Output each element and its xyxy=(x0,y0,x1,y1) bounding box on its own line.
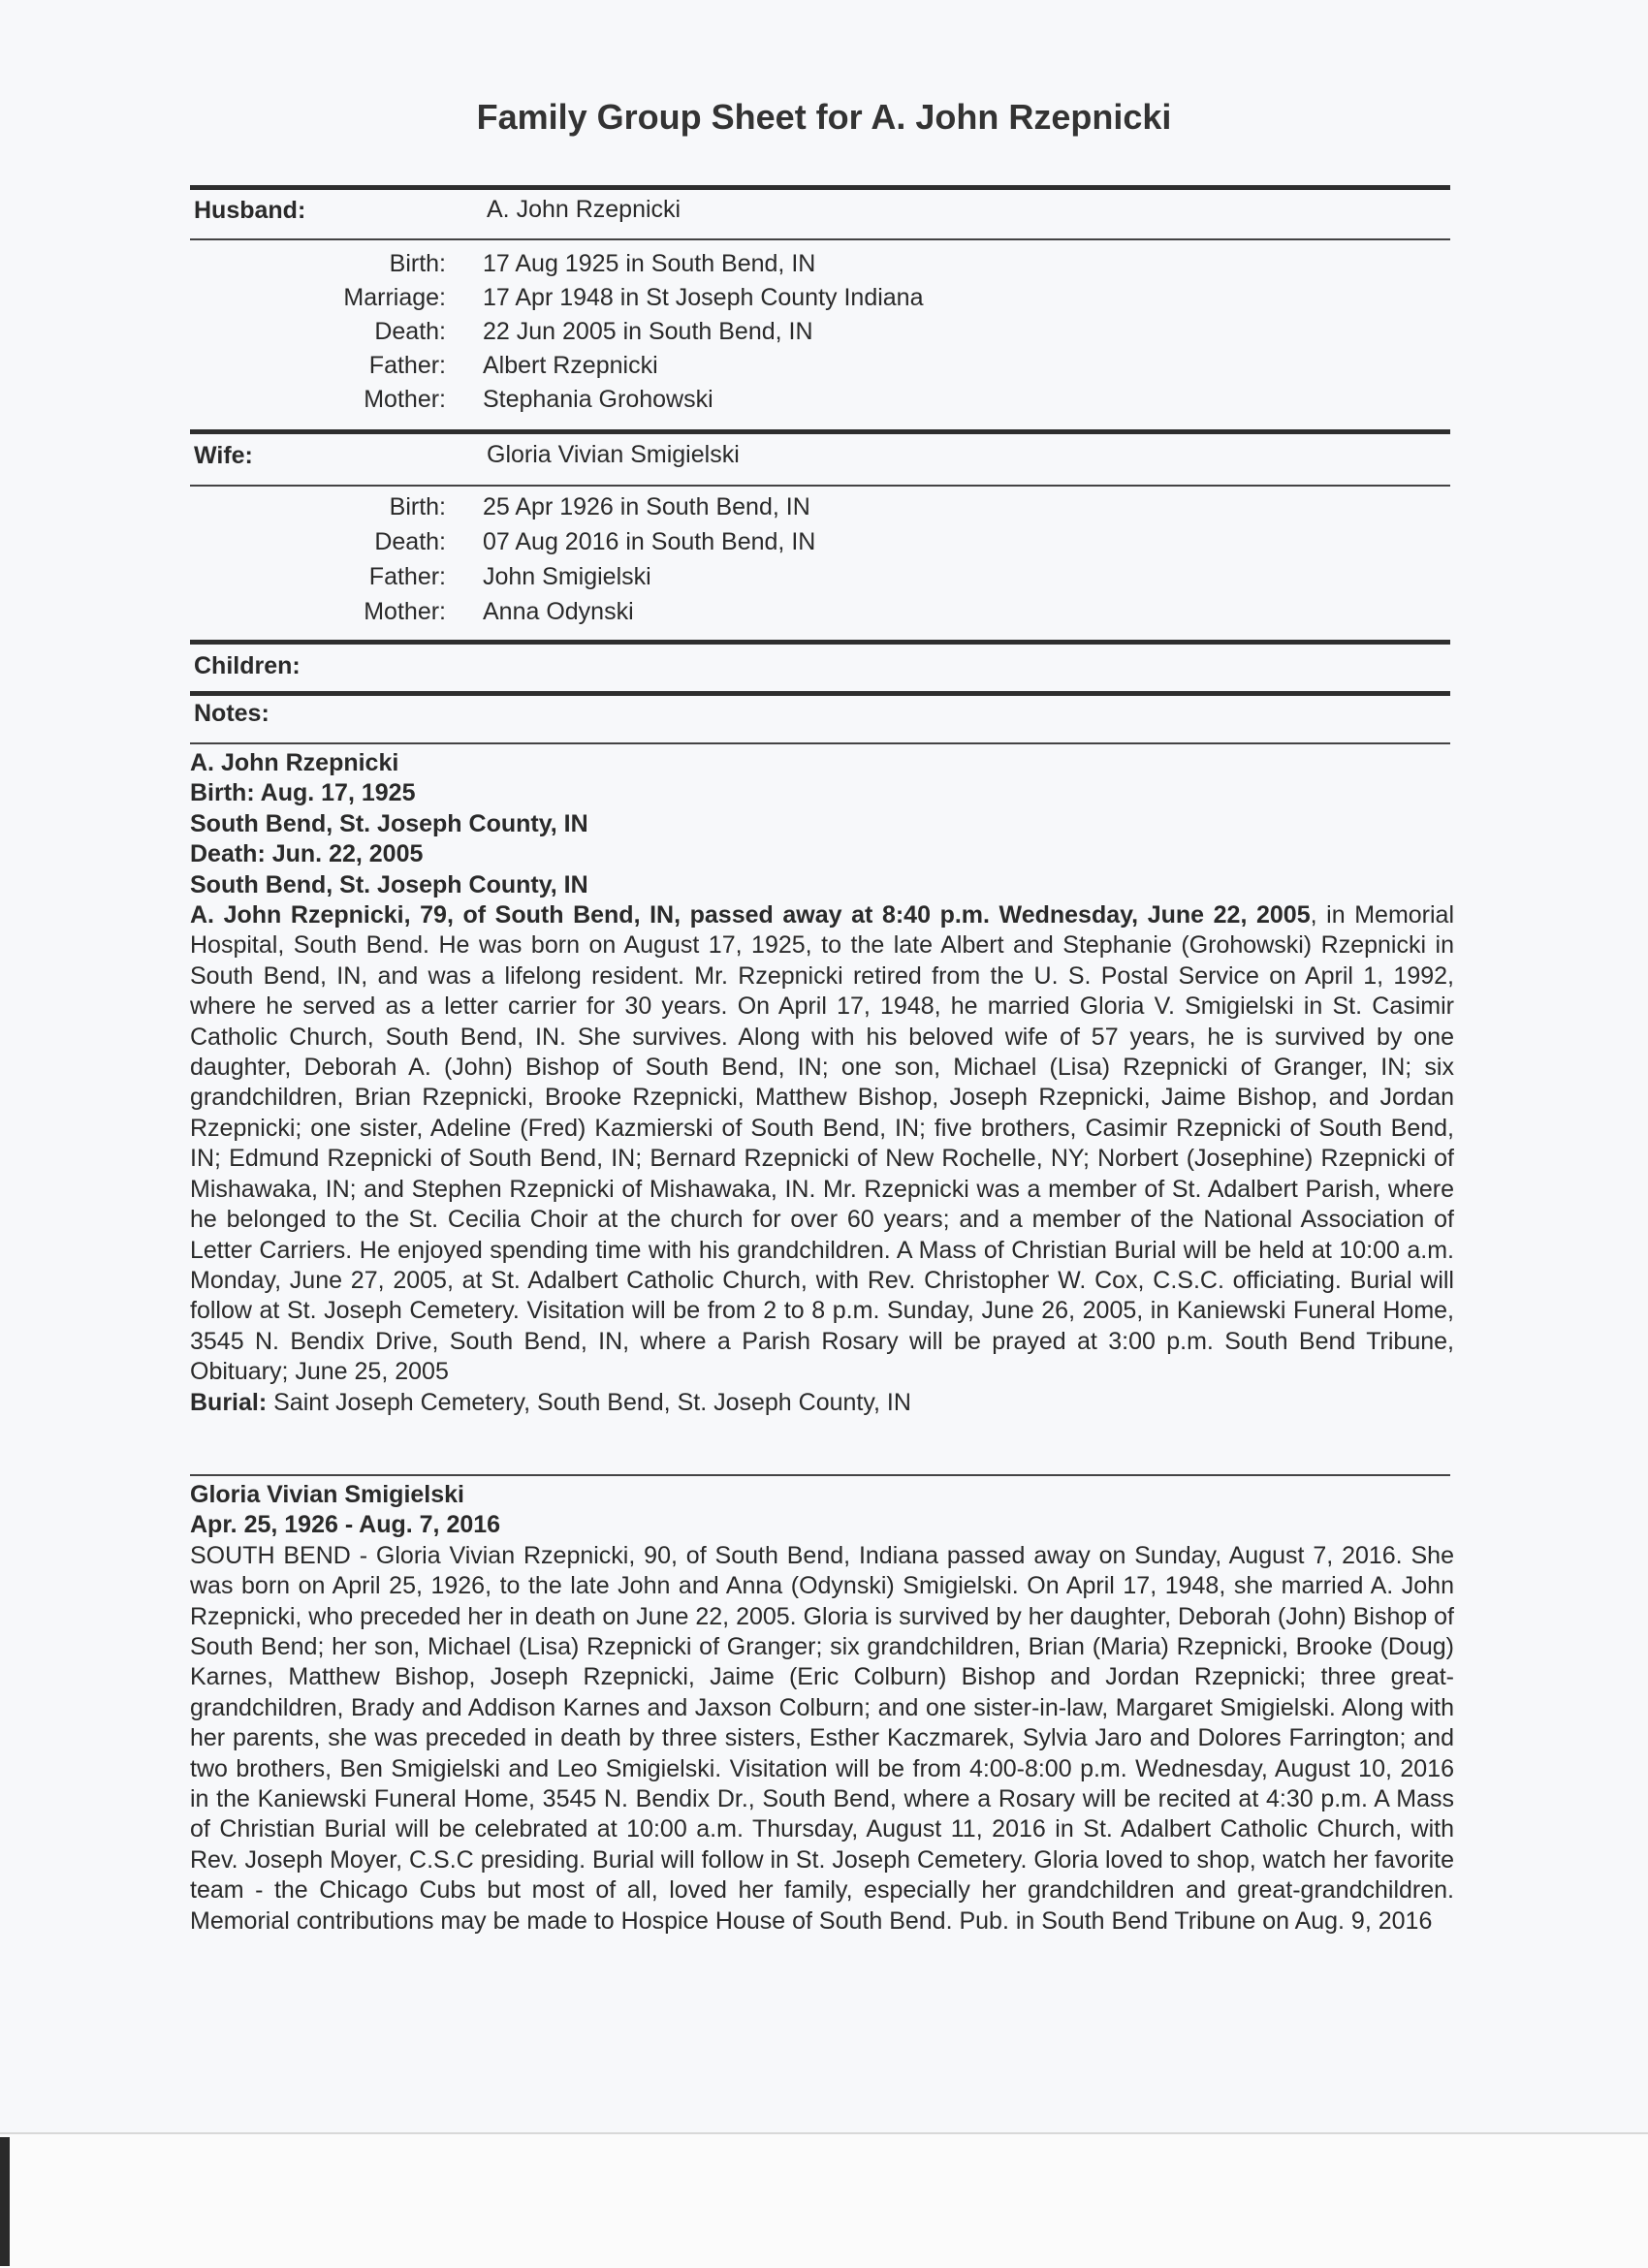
husband-mother-value: Stephania Grohowski xyxy=(483,386,713,413)
husband-marriage-value: 17 Apr 1948 in St Joseph County Indiana xyxy=(483,284,924,311)
husband-father-value: Albert Rzepnicki xyxy=(483,352,658,379)
notes-label: Notes: xyxy=(194,700,269,727)
notes-divider xyxy=(190,1474,1450,1476)
obit-name: A. John Rzepnicki xyxy=(190,749,399,776)
wife-mother-label: Mother: xyxy=(364,598,446,625)
obit-death: Death: Jun. 22, 2005 xyxy=(190,840,424,868)
husband-name: A. John Rzepnicki xyxy=(487,196,681,223)
husband-birth-label: Birth: xyxy=(389,250,446,277)
husband-label: Husband: xyxy=(194,197,306,224)
burial-label: Burial: xyxy=(190,1388,268,1416)
section-subrule xyxy=(190,485,1450,487)
scan-edge-mark xyxy=(0,2137,10,2266)
husband-death-value: 22 Jun 2005 in South Bend, IN xyxy=(483,318,813,345)
wife-birth-label: Birth: xyxy=(389,493,446,520)
husband-birth-value: 17 Aug 1925 in South Bend, IN xyxy=(483,250,816,277)
section-rule xyxy=(190,640,1450,645)
section-rule xyxy=(190,429,1450,434)
section-subrule xyxy=(190,238,1450,240)
obit-text: SOUTH BEND - Gloria Vivian Rzepnicki, 90, of South Bend, Indiana passed away on Sunday, August 7, 2016. She was born on April 25, 1926, to the late John and Anna (Odynski) Smigielski. On April 17, 1948, she married A. John Rzepnicki, who preceded her in death on June 22, 2005. Gloria is survived by her daughter, Deborah (John) Bishop of South Bend; her son, Michael (Lisa) Rzepnicki of Granger; six grandchildren, Brian (Maria) Rzepnicki, Brooke (Doug) Karnes, Matthew Bishop, Joseph Rzepnicki, Jaime (Eric Colburn) Bishop and Jordan Rzepnicki; three great-grandchildren, Brady and Addison Karnes and Jaxson Colburn; and one sister-in-law, Margaret Smigielski. Along with her parents, she was preceded in death by three sisters, Esther Kaczmarek, Sylvia Jaro and Dolores Farrington; and two brothers, Ben Smigielski and Leo Smigielski. Visitation will be from 4:00-8:00 p.m. Wednesday, August 10, 2016 in the Kaniewski Funeral Home, 3545 N. Bendix Dr., South Bend, where a Rosary will be recited at 4:30 p.m. A Mass of Christian Burial will be celebrated at 10:00 a.m. Thursday, August 11, 2016 in St. Adalbert Catholic Church, with Rev. Joseph Moyer, C.S.C presiding. Burial will follow in St. Joseph Cemetery. Gloria loved to shop, watch her favorite team - the Chicago Cubs but most of all, loved her family, especially her grandchildren and great-grandchildren. Memorial contributions may be made to Hospice House of South Bend. Pub. in South Bend Tribune on Aug. 9, 2016 xyxy=(190,1541,1454,1935)
obit-lead: A. John Rzepnicki, 79, of South Bend, IN, passed away at 8:40 p.m. Wednesday, June 22, 2005 xyxy=(190,901,1311,929)
children-label: Children: xyxy=(194,652,301,679)
husband-father-label: Father: xyxy=(368,352,446,379)
obit-death-place: South Bend, St. Joseph County, IN xyxy=(190,870,588,898)
wife-name: Gloria Vivian Smigielski xyxy=(487,441,740,468)
page-title: Family Group Sheet for A. John Rzepnicki xyxy=(476,97,1172,137)
wife-father-value: John Smigielski xyxy=(483,563,651,590)
section-subrule xyxy=(190,742,1450,744)
obit-dates: Apr. 25, 1926 - Aug. 7, 2016 xyxy=(190,1511,501,1539)
husband-death-label: Death: xyxy=(374,318,446,345)
husband-marriage-label: Marriage: xyxy=(343,284,446,311)
section-rule xyxy=(190,185,1450,190)
wife-mother-value: Anna Odynski xyxy=(483,598,634,625)
wife-death-value: 07 Aug 2016 in South Bend, IN xyxy=(483,528,816,555)
obit-birth-place: South Bend, St. Joseph County, IN xyxy=(190,809,588,837)
husband-obituary xyxy=(190,748,1454,1418)
obit-body: , in Memorial Hospital, South Bend. He was born on August 17, 1925, to the late Albert and Stephanie (Grohowski) Rzepnicki in South Bend, IN, and was a lifelong resident. Mr. Rzepnicki retired from the U. S. Postal Service on April 1, 1992, where he served as a letter carrier for 30 years. On April 17, 1948, he married Gloria V. Smigielski in St. Casimir Catholic Church, South Bend, IN. She survives. Along with his beloved wife of 57 years, he is survived by one daughter, Deborah A. (John) Bishop of South Bend, IN; one son, Michael (Lisa) Rzepnicki of Granger, IN; six grandchildren, Brian Rzepnicki, Brooke Rzepnicki, Matthew Bishop, Joseph Rzepnicki, Jaime Bishop, and Jordan Rzepnicki; one sister, Adeline (Fred) Kazmierski of South Bend, IN; five brothers, Casimir Rzepnicki of South Bend, IN; Edmund Rzepnicki of South Bend, IN; Bernard Rzepnicki of New Rochelle, NY; Norbert (Josephine) Rzepnicki of Mishawaka, IN; and Stephen Rzepnicki of Mishawaka, IN. Mr. Rzepnicki was a member of St. Adalbert Parish, where he belonged to the St. Cecilia Choir at the church for over 60 years; and a member of the National Association of Letter Carriers. He enjoyed spending time with his grandchildren. A Mass of Christian Burial will be held at 10:00 a.m. Monday, June 27, 2005, at St. Adalbert Catholic Church, with Rev. Christopher W. Cox, C.S.C. officiating. Burial will follow at St. Joseph Cemetery. Visitation will be from 2 to 8 p.m. Sunday, June 26, 2005, in Kaniewski Funeral Home, 3545 N. Bendix Drive, South Bend, IN, where a Parish Rosary will be prayed at 3:00 p.m. South Bend Tribune, Obituary; June 25, 2005 xyxy=(190,901,1455,1386)
wife-label: Wife: xyxy=(194,442,253,469)
wife-obituary xyxy=(190,1480,1454,1937)
burial-value: Saint Joseph Cemetery, South Bend, St. Joseph County, IN xyxy=(267,1388,911,1416)
wife-birth-value: 25 Apr 1926 in South Bend, IN xyxy=(483,493,810,520)
obit-burial xyxy=(190,1388,1454,1418)
wife-father-label: Father: xyxy=(368,563,446,590)
obit-birth: Birth: Aug. 17, 1925 xyxy=(190,779,416,807)
obit-name: Gloria Vivian Smigielski xyxy=(190,1481,464,1508)
section-rule xyxy=(190,691,1450,696)
obit-text xyxy=(190,900,1454,1388)
scan-edge xyxy=(0,2132,1648,2268)
husband-mother-label: Mother: xyxy=(364,386,446,413)
wife-death-label: Death: xyxy=(374,528,446,555)
